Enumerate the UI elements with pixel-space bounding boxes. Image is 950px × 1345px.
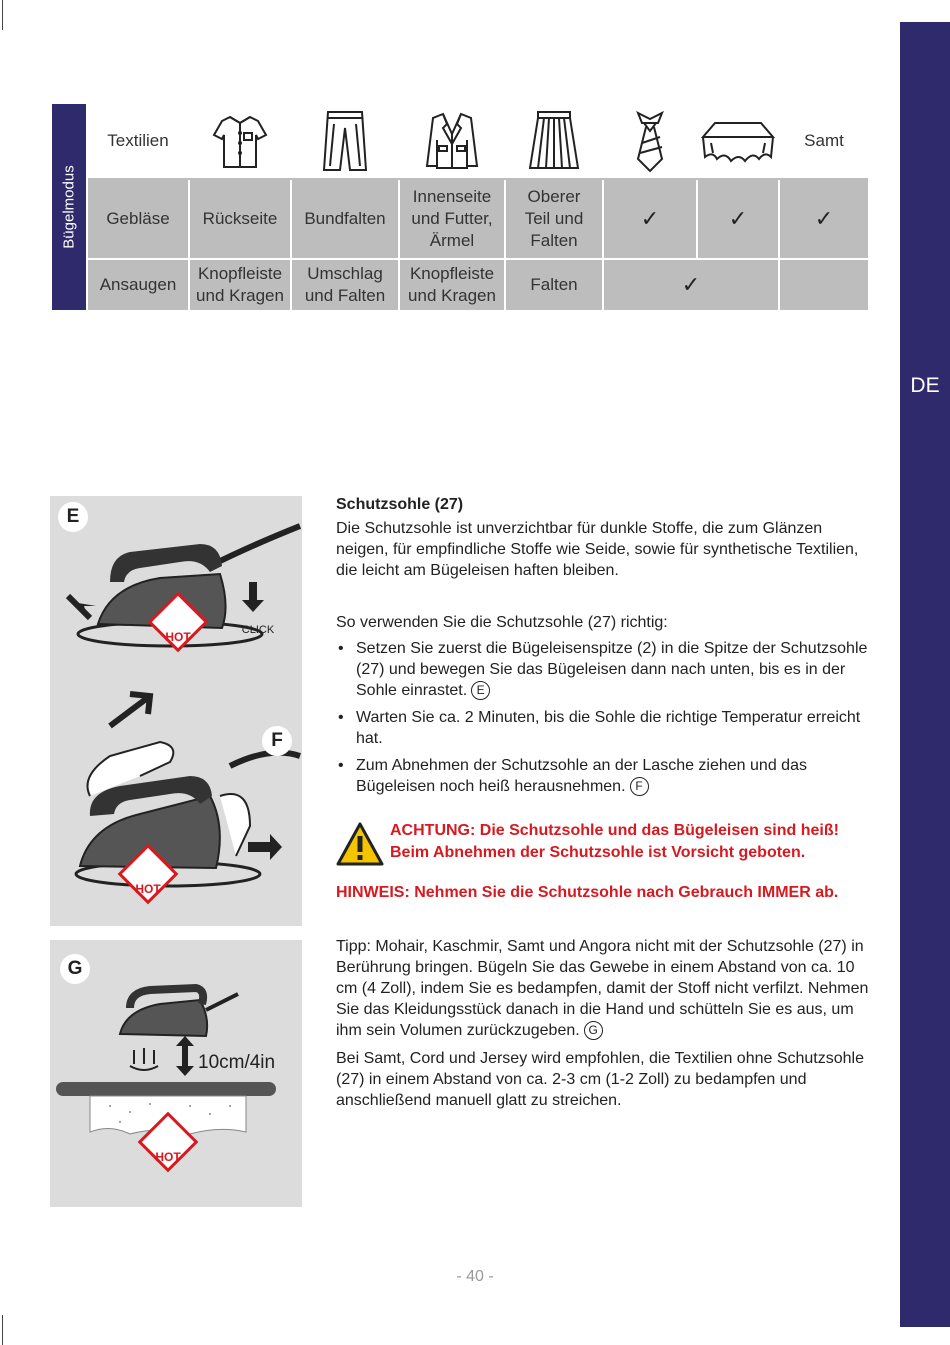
divider xyxy=(398,180,400,310)
hot-warning-label: HOT xyxy=(155,1150,181,1164)
figure-badge-e: E xyxy=(58,502,88,532)
check-mark: ✓ xyxy=(780,180,868,258)
check-mark: ✓ xyxy=(604,260,778,310)
row-label-textilien: Textilien xyxy=(107,131,169,150)
table-cell: Knopfleiste und Kragen xyxy=(190,260,290,310)
divider xyxy=(602,180,604,310)
divider xyxy=(504,180,506,310)
row-label-geblaese: Gebläse xyxy=(88,180,188,258)
figure-badge-g: G xyxy=(60,954,90,984)
crop-mark xyxy=(2,0,3,30)
warning-text: ACHTUNG: Die Schutzsohle und das Bügeleisen sind heiß! Beim Abnehmen der Schutzsohle ist Vorsicht geboten. xyxy=(390,822,839,861)
velvet-paragraph: Bei Samt, Cord und Jersey wird empfohlen, die Textilien ohne Schutzsohle (27) in einem Abstand von ca. 2-3 cm (1-2 Zoll) zu bedampfen und anschließend manuell glatt zu streichen. xyxy=(336,1050,864,1109)
table-cell: Rückseite xyxy=(190,180,290,258)
list-item: • Zum Abnehmen der Schutzsohle an der Lasche ziehen und das Bügeleisen noch heiß herausnehmen. F xyxy=(336,755,872,797)
table-cell: Bundfalten xyxy=(292,180,398,258)
crop-mark xyxy=(2,1315,3,1345)
page-number: - 40 - xyxy=(456,1268,494,1285)
iron-attach-illustration xyxy=(50,496,302,926)
row-label-ansaugen: Ansaugen xyxy=(88,260,188,310)
click-label: CLICK xyxy=(241,624,275,636)
reference-badge-g: G xyxy=(584,1021,603,1040)
warning-block xyxy=(336,820,872,870)
tie-icon xyxy=(604,104,696,178)
table-cell xyxy=(780,260,868,310)
list-item: • Warten Sie ca. 2 Minuten, bis die Sohle die richtige Temperatur erreicht hat. xyxy=(336,707,872,749)
samt-label: Samt xyxy=(804,131,844,150)
jacket-icon xyxy=(400,104,504,178)
figure-e-f xyxy=(50,496,302,926)
instruction-list xyxy=(336,638,872,803)
table-cell: Knopfleiste und Kragen xyxy=(400,260,504,310)
howto-heading: So verwenden Sie die Schutzsohle (27) richtig: xyxy=(336,614,668,631)
list-item: • Setzen Sie zuerst die Bügeleisenspitze (2) in die Spitze der Schutzsohle (27) und bewegen Sie das Bügeleisen dann nach unten, bis es in der Sohle einrastet. E xyxy=(336,638,872,701)
divider xyxy=(188,180,190,310)
intro-paragraph: Die Schutzsohle ist unverzichtbar für dunkle Stoffe, die zum Glänzen neigen, für empfindliche Stoffe wie Seide, sowie für synthetische Textilien, die leicht am Bügeleisen haften bleiben. xyxy=(336,520,859,579)
language-label: DE xyxy=(910,374,940,397)
tablecloth-icon xyxy=(698,104,778,178)
tip-paragraph: Tipp: Mohair, Kaschmir, Samt und Angora nicht mit der Schutzsohle (27) in Berührung bringen. Bügeln Sie das Gewebe in einem Abstand von ca. 10 cm (4 Zoll), indem Sie es bedampfen, damit der Stoff nicht verfilzt. Nehmen Sie das Kleidungsstück danach in die Hand und schütteln Sie es aus, um ihm sein Volumen zurückzugeben. G xyxy=(336,938,869,1039)
divider xyxy=(696,180,698,260)
table-cell: Oberer Teil und Falten xyxy=(506,180,602,258)
table-cell: Falten xyxy=(506,260,602,310)
ironing-mode-table xyxy=(52,104,868,310)
check-mark: ✓ xyxy=(604,180,696,258)
check-mark: ✓ xyxy=(698,180,778,258)
divider xyxy=(778,180,780,310)
divider xyxy=(88,178,868,180)
section-title: Schutzsohle (27) xyxy=(336,496,464,513)
note-text: HINWEIS: Nehmen Sie die Schutzsohle nach Gebrauch IMMER ab. xyxy=(336,884,839,901)
hot-warning-label: HOT xyxy=(165,630,191,644)
trousers-icon xyxy=(292,104,398,178)
reference-badge-e: E xyxy=(471,681,490,700)
table-cell: Innenseite und Futter, Ärmel xyxy=(400,180,504,258)
figure-badge-f: F xyxy=(262,726,292,756)
distance-label: 10cm/4in xyxy=(198,1052,276,1073)
pleated-skirt-icon xyxy=(506,104,602,178)
divider xyxy=(290,180,292,310)
table-vertical-header: Bügelmodus xyxy=(52,104,86,310)
divider xyxy=(88,258,868,260)
language-side-tab xyxy=(900,22,950,1327)
hot-warning-label: HOT xyxy=(135,882,161,896)
warning-triangle-icon xyxy=(336,822,384,866)
table-cell: Umschlag und Falten xyxy=(292,260,398,310)
reference-badge-f: F xyxy=(630,777,649,796)
shirt-icon xyxy=(190,104,290,178)
figure-g xyxy=(50,940,302,1207)
